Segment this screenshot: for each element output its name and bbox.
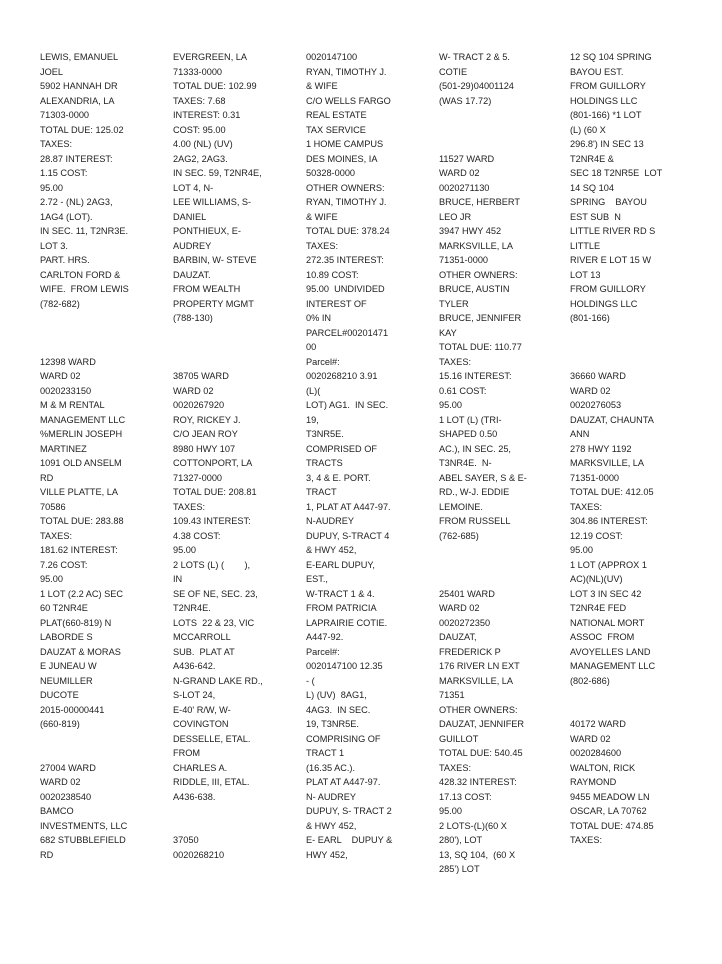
text-line: PART. HRS.	[40, 255, 90, 265]
text-line: (L) (60 X	[570, 124, 606, 135]
text-line: BARBIN, W- STEVE	[173, 255, 257, 265]
text-line: - (	[306, 675, 315, 686]
text-line: PLAT AT A447-97.	[306, 777, 381, 787]
text-line: FREDERICK P	[439, 646, 501, 657]
text-line: TAXES:	[40, 530, 72, 541]
text-line: 2 LOTS (L) ( ),	[173, 559, 251, 570]
text-line: 0020147100 12.35	[306, 661, 383, 671]
text-line: (WAS 17.72)	[439, 95, 492, 106]
text-line: PARCEL#00201471	[306, 327, 389, 338]
text-line: 71327-0000	[173, 472, 223, 483]
blank-line	[173, 340, 295, 355]
blank-line	[40, 326, 162, 341]
text-line: (802-686)	[570, 675, 610, 686]
text-line: & HWY 452,	[306, 820, 357, 831]
text-line: 4.38 COST:	[173, 530, 221, 541]
text-line: HWY 452,	[306, 849, 348, 860]
text-line: WARD 02	[40, 371, 81, 381]
text-line: 95.00	[40, 182, 63, 193]
text-line: 25401 WARD	[439, 588, 495, 599]
text-line: 9455 MEADOW LN	[570, 791, 650, 802]
text-line: (501-29)04001124	[439, 81, 514, 91]
text-line: TRACT 1	[306, 748, 345, 758]
text-line: RYAN, TIMOTHY J.	[306, 197, 387, 207]
text-line: 1, PLAT AT A447-97.	[306, 501, 391, 512]
blank-line	[173, 355, 295, 370]
text-line: INTEREST OF	[306, 298, 367, 309]
text-line: 0020267920	[173, 400, 225, 410]
text-line: 27004 WARD	[40, 762, 96, 773]
text-line: AC)(NL)(UV)	[570, 574, 623, 584]
text-line: IN	[173, 574, 183, 584]
text-line: INTEREST: 0.31	[173, 110, 241, 120]
text-line: INVESTMENTS, LLC	[40, 820, 128, 831]
text-line: 71351-0000	[570, 472, 620, 483]
blank-line	[173, 819, 295, 834]
text-line: 0020268210	[173, 849, 225, 860]
text-line: T3NR4E. N-	[439, 458, 492, 468]
text-line: LAPRAIRIE COTIE.	[306, 617, 388, 628]
text-line: 1091 OLD ANSELM	[40, 458, 122, 468]
text-line: RIVER E LOT 15 W	[570, 255, 652, 265]
text-line: 38705 WARD	[173, 371, 229, 381]
text-line: (660-819)	[40, 719, 80, 729]
text-line: TAXES: 7.68	[173, 95, 226, 106]
text-line: 71351-0000	[439, 255, 489, 265]
text-line: DUPUY, S- TRACT 2	[306, 806, 392, 816]
text-line: 176 RIVER LN EXT	[439, 661, 520, 671]
text-line: HOLDINGS LLC	[570, 298, 638, 309]
text-line: DAUZAT,	[439, 632, 477, 642]
text-line: TYLER	[439, 298, 469, 309]
text-line: N- AUDREY	[306, 791, 357, 802]
text-line: WARD 02	[173, 385, 214, 396]
text-line: 2AG2, 2AG3.	[173, 153, 228, 164]
text-line: HOLDINGS LLC	[570, 95, 638, 106]
text-line: FROM	[173, 748, 201, 758]
text-line: SPRING BAYOU	[570, 197, 647, 207]
text-line: RD., W-J. EDDIE	[439, 487, 510, 497]
text-line: DAUZAT & MORAS	[40, 646, 121, 657]
text-line: 60 T2NR4E	[40, 603, 88, 613]
text-line: TAXES:	[570, 835, 602, 845]
text-line: 95.00	[439, 400, 462, 410]
blank-line	[439, 123, 561, 138]
text-line: 0.61 COST:	[439, 385, 487, 396]
text-line: RIDDLE, III, ETAL.	[173, 777, 250, 787]
blank-line	[570, 340, 692, 355]
listing-column-4	[439, 50, 561, 877]
text-line: MARTINEZ	[40, 443, 87, 454]
text-line: 12398 WARD	[40, 356, 96, 367]
text-line: BAMCO	[40, 806, 74, 816]
text-line: 37050	[173, 835, 199, 845]
text-line: REAL ESTATE	[306, 110, 367, 120]
text-line: WARD 02	[439, 168, 480, 178]
text-line: 2.72 - (NL) 2AG3,	[40, 197, 113, 207]
text-line: 2015-00000441	[40, 704, 105, 715]
text-line: LEWIS, EMANUEL	[40, 52, 119, 62]
text-line: IN SEC. 11, T2NR3E.	[40, 226, 128, 236]
text-line: FROM GUILLORY	[570, 284, 646, 294]
listing-column-3	[306, 50, 428, 862]
text-line: T2NR4E &	[570, 153, 614, 164]
text-line: OTHER OWNERS:	[439, 269, 518, 280]
text-line: DAUZAT.	[173, 269, 211, 280]
text-line: LOT) AG1. IN SEC.	[306, 400, 389, 410]
text-line: AVOYELLES LAND	[570, 646, 651, 657]
text-line: MARKSVILLE, LA	[439, 675, 514, 686]
text-line: COST: 95.00	[173, 124, 226, 135]
text-line: E-40' R/W, W-	[173, 704, 231, 715]
text-line: 0020268210 3.91	[306, 371, 378, 381]
text-line: E- EARL DUPUY &	[306, 835, 393, 845]
text-line: 10.89 COST:	[306, 269, 359, 280]
blank-line	[173, 804, 295, 819]
text-line: VILLE PLATTE, LA	[40, 487, 118, 497]
text-line: %MERLIN JOSEPH	[40, 429, 123, 439]
text-line: N-GRAND LAKE RD.,	[173, 675, 263, 686]
listing-column-5	[570, 50, 692, 848]
text-line: 5902 HANNAH DR	[40, 81, 118, 91]
blank-line	[40, 340, 162, 355]
text-line: EST SUB N	[570, 211, 621, 222]
text-line: (788-130)	[173, 313, 213, 323]
blank-line	[173, 326, 295, 341]
text-line: 50328-0000	[306, 168, 356, 178]
text-line: DAUZAT, CHAUNTA	[570, 414, 654, 425]
text-line: 4AG3. IN SEC.	[306, 704, 371, 715]
text-line: 278 HWY 1192	[570, 443, 632, 454]
text-line: TAXES:	[173, 501, 205, 512]
text-line: COMPRISED OF	[306, 443, 377, 454]
text-line: 95.00	[570, 545, 593, 555]
text-line: 95.00	[173, 545, 196, 555]
blank-line	[439, 108, 561, 123]
text-line: TOTAL DUE: 102.99	[173, 81, 257, 91]
text-line: 1 LOT (APPROX 1	[570, 559, 647, 570]
text-line: TOTAL DUE: 125.02	[40, 124, 124, 135]
text-line: TOTAL DUE: 283.88	[40, 516, 124, 526]
text-line: 285') LOT	[439, 864, 480, 874]
text-line: LITTLE	[570, 240, 601, 251]
text-line: LOT 4, N-	[173, 182, 214, 193]
text-line: 2 LOTS-(L)(60 X	[439, 820, 507, 831]
text-line: BRUCE, JENNIFER	[439, 313, 522, 323]
text-line: 36660 WARD	[570, 371, 626, 381]
text-line: S-LOT 24,	[173, 690, 216, 700]
text-line: RAYMOND	[570, 777, 617, 787]
text-line: EVERGREEN, LA	[173, 52, 248, 62]
text-line: Parcel#:	[306, 646, 340, 657]
text-line: (762-685)	[439, 530, 479, 541]
text-line: OTHER OWNERS:	[439, 704, 518, 715]
text-line: TAXES:	[439, 762, 471, 773]
blank-line	[439, 558, 561, 573]
blank-line	[570, 326, 692, 341]
text-line: 272.35 INTEREST:	[306, 255, 384, 265]
text-line: 14 SQ 104	[570, 182, 614, 193]
text-line: JOEL	[40, 66, 63, 77]
text-line: C/O JEAN ROY	[173, 429, 238, 439]
text-line: 1.15 COST:	[40, 168, 88, 178]
text-line: AC.), IN SEC. 25,	[439, 443, 511, 454]
text-line: 0020233150	[40, 385, 92, 396]
text-line: WARD 02	[40, 777, 81, 787]
text-line: 7.26 COST:	[40, 559, 88, 570]
text-line: 70586	[40, 501, 66, 512]
text-line: 181.62 INTEREST:	[40, 545, 118, 555]
text-line: COVINGTON	[173, 719, 229, 729]
text-line: KAY	[439, 327, 457, 338]
text-line: 19,	[306, 414, 319, 425]
blank-line	[439, 137, 561, 152]
text-line: (801-166)	[570, 313, 610, 323]
text-line: 0020271130	[439, 182, 490, 193]
text-line: A436-642.	[173, 661, 216, 671]
text-line: A447-92.	[306, 632, 344, 642]
text-line: EST.,	[306, 574, 328, 584]
text-line: 71303-0000	[40, 110, 90, 120]
text-line: 1 LOT (2.2 AC) SEC	[40, 588, 124, 599]
text-line: TRACT	[306, 487, 337, 497]
text-line: IN SEC. 59, T2NR4E,	[173, 168, 262, 178]
text-line: 12.19 COST:	[570, 530, 623, 541]
blank-line	[40, 732, 162, 747]
text-line: SE OF NE, SEC. 23,	[173, 588, 258, 599]
text-line: GUILLOT	[439, 733, 479, 744]
text-line: NATIONAL MORT	[570, 617, 645, 628]
text-line: SEC 18 T2NR5E LOT	[570, 168, 663, 178]
text-line: Parcel#:	[306, 356, 340, 367]
text-line: L) (UV) 8AG1,	[306, 690, 367, 700]
text-line: MARKSVILLE, LA	[439, 240, 514, 251]
text-line: MANAGEMENT LLC	[570, 661, 656, 671]
text-line: TOTAL DUE: 540.45	[439, 748, 523, 758]
text-line: TAXES:	[40, 139, 72, 149]
text-line: M & M RENTAL	[40, 400, 105, 410]
text-line: W-TRACT 1 & 4.	[306, 588, 375, 599]
text-line: E JUNEAU W	[40, 661, 97, 671]
text-line: PLAT(660-819) N	[40, 617, 112, 628]
text-line: SHAPED 0.50	[439, 429, 498, 439]
text-line: DANIEL	[173, 211, 207, 222]
text-line: LOT 3 IN SEC 42	[570, 588, 642, 599]
text-line: 95.00 UNDIVIDED	[306, 284, 385, 294]
blank-line	[40, 311, 162, 326]
text-line: TAXES:	[439, 356, 471, 367]
text-line: TOTAL DUE: 110.77	[439, 342, 522, 352]
text-line: 3947 HWY 452	[439, 226, 502, 236]
listing-column-2	[173, 50, 295, 862]
text-line: PROPERTY MGMT	[173, 298, 254, 309]
text-line: A436-638.	[173, 791, 216, 802]
text-line: 296.8') IN SEC 13	[570, 139, 644, 149]
text-line: LEMOINE.	[439, 501, 483, 512]
text-line: 28.87 INTEREST:	[40, 153, 113, 164]
text-line: BRUCE, HERBERT	[439, 197, 521, 207]
text-line: BRUCE, AUSTIN	[439, 284, 510, 294]
text-line: WARD 02	[570, 733, 611, 744]
text-line: FROM RUSSELL	[439, 516, 511, 526]
text-line: 8980 HWY 107	[173, 443, 236, 454]
text-line: LOT 13	[570, 269, 601, 280]
text-line: DUPUY, S-TRACT 4	[306, 530, 390, 541]
text-line: AUDREY	[173, 240, 212, 251]
text-line: W- TRACT 2 & 5.	[439, 52, 510, 62]
text-line: 682 STUBBLEFIELD	[40, 835, 126, 845]
text-line: 71333-0000	[173, 66, 223, 77]
text-line: DUCOTE	[40, 690, 79, 700]
text-line: LOT 3.	[40, 240, 68, 251]
blank-line	[570, 703, 692, 718]
text-line: 19, T3NR5E.	[306, 719, 359, 729]
text-line: T3NR5E.	[306, 429, 344, 439]
text-line: LEO JR	[439, 211, 472, 222]
text-line: & WIFE	[306, 81, 338, 91]
text-line: E-EARL DUPUY,	[306, 559, 375, 570]
text-line: 4.00 (NL) (UV)	[173, 139, 233, 149]
text-line: LABORDE S	[40, 632, 93, 642]
text-line: 0% IN	[306, 313, 332, 323]
text-line: CARLTON FORD &	[40, 269, 121, 280]
text-line: DAUZAT, JENNIFER	[439, 719, 525, 729]
text-line: 0020284600	[570, 748, 622, 758]
blank-line	[439, 572, 561, 587]
text-line: 1 HOME CAMPUS	[306, 139, 384, 149]
text-line: 428.32 INTEREST:	[439, 777, 517, 787]
text-line: 280'), LOT	[439, 835, 483, 845]
text-line: 1 LOT (L) (TRI-	[439, 414, 502, 425]
text-line: LOTS 22 & 23, VIC	[173, 617, 255, 628]
text-line: C/O WELLS FARGO	[306, 95, 391, 106]
text-line: 40172 WARD	[570, 719, 626, 729]
text-line: 304.86 INTEREST:	[570, 516, 648, 526]
text-line: 1AG4 (LOT).	[40, 211, 93, 222]
text-line: 95.00	[40, 574, 63, 584]
listing-column-1	[40, 50, 162, 862]
text-line: WALTON, RICK	[570, 762, 636, 773]
text-line: RD	[40, 472, 54, 483]
text-line: BAYOU EST.	[570, 66, 624, 77]
text-line: PONTHIEUX, E-	[173, 226, 241, 236]
text-line: TRACTS	[306, 458, 343, 468]
text-line: 0020238540	[40, 791, 92, 802]
text-line: LEE WILLIAMS, S-	[173, 197, 252, 207]
text-line: RD	[40, 849, 54, 860]
text-line: (782-682)	[40, 298, 80, 309]
text-line: ASSOC FROM	[570, 632, 635, 642]
text-line: OSCAR, LA 70762	[570, 806, 647, 816]
text-line: 0020147100	[306, 52, 358, 62]
text-line: SUB. PLAT AT	[173, 646, 235, 657]
text-line: T2NR4E.	[173, 603, 211, 613]
text-line: DESSELLE, ETAL.	[173, 733, 251, 744]
text-line: TOTAL DUE: 378.24	[306, 226, 390, 236]
text-line: MCCARROLL	[173, 632, 231, 642]
text-line: (16.35 AC.).	[306, 762, 356, 773]
text-line: WIFE. FROM LEWIS	[40, 284, 129, 294]
text-line: FROM WEALTH	[173, 284, 241, 294]
text-line: OTHER OWNERS:	[306, 182, 385, 193]
text-line: TOTAL DUE: 208.81	[173, 487, 257, 497]
text-line: 00	[306, 342, 317, 352]
text-line: TOTAL DUE: 474.85	[570, 820, 654, 831]
text-line: WARD 02	[439, 603, 480, 613]
text-line: & WIFE	[306, 211, 338, 222]
text-line: 71351	[439, 690, 465, 700]
text-line: (L)(	[306, 385, 321, 396]
blank-line	[40, 746, 162, 761]
text-line: ANN	[570, 429, 590, 439]
text-line: ALEXANDRIA, LA	[40, 95, 115, 106]
text-line: CHARLES A.	[173, 762, 228, 773]
text-line: 95.00	[439, 806, 462, 816]
text-line: T2NR4E FED	[570, 603, 627, 613]
text-line: 12 SQ 104 SPRING	[570, 52, 652, 62]
text-line: & HWY 452,	[306, 545, 357, 555]
blank-line	[570, 688, 692, 703]
text-line: NEUMILLER	[40, 675, 93, 686]
text-line: 109.43 INTEREST:	[173, 516, 251, 526]
text-line: WARD 02	[570, 385, 611, 396]
text-line: TAXES:	[306, 240, 338, 251]
text-line: 0020272350	[439, 617, 491, 628]
text-line: TOTAL DUE: 412.05	[570, 487, 654, 497]
text-line: 3, 4 & E. PORT.	[306, 472, 371, 483]
text-line: TAXES:	[570, 501, 602, 512]
text-line: N-AUDREY	[306, 516, 354, 526]
text-line: 0020276053	[570, 400, 622, 410]
text-line: FROM GUILLORY	[570, 81, 646, 91]
text-line: 17.13 COST:	[439, 791, 492, 802]
text-line: ROY, RICKEY J.	[173, 414, 241, 425]
text-line: MARKSVILLE, LA	[570, 458, 645, 468]
text-line: 13, SQ 104, (60 X	[439, 849, 516, 860]
text-line: 15.16 INTEREST:	[439, 371, 512, 381]
text-line: LITTLE RIVER RD S	[570, 226, 656, 236]
text-line: COMPRISING OF	[306, 733, 381, 744]
text-line: TAX SERVICE	[306, 124, 366, 135]
blank-line	[439, 543, 561, 558]
text-line: DES MOINES, IA	[306, 153, 378, 164]
text-line: 11527 WARD	[439, 153, 495, 164]
blank-line	[570, 355, 692, 370]
text-line: FROM PATRICIA	[306, 603, 377, 613]
text-line: MANAGEMENT LLC	[40, 414, 126, 425]
text-line: COTTONPORT, LA	[173, 458, 253, 468]
text-line: COTIE	[439, 66, 468, 77]
text-line: ABEL SAYER, S & E-	[439, 472, 527, 483]
text-line: RYAN, TIMOTHY J.	[306, 66, 387, 77]
text-line: (801-166) *1 LOT	[570, 110, 642, 120]
